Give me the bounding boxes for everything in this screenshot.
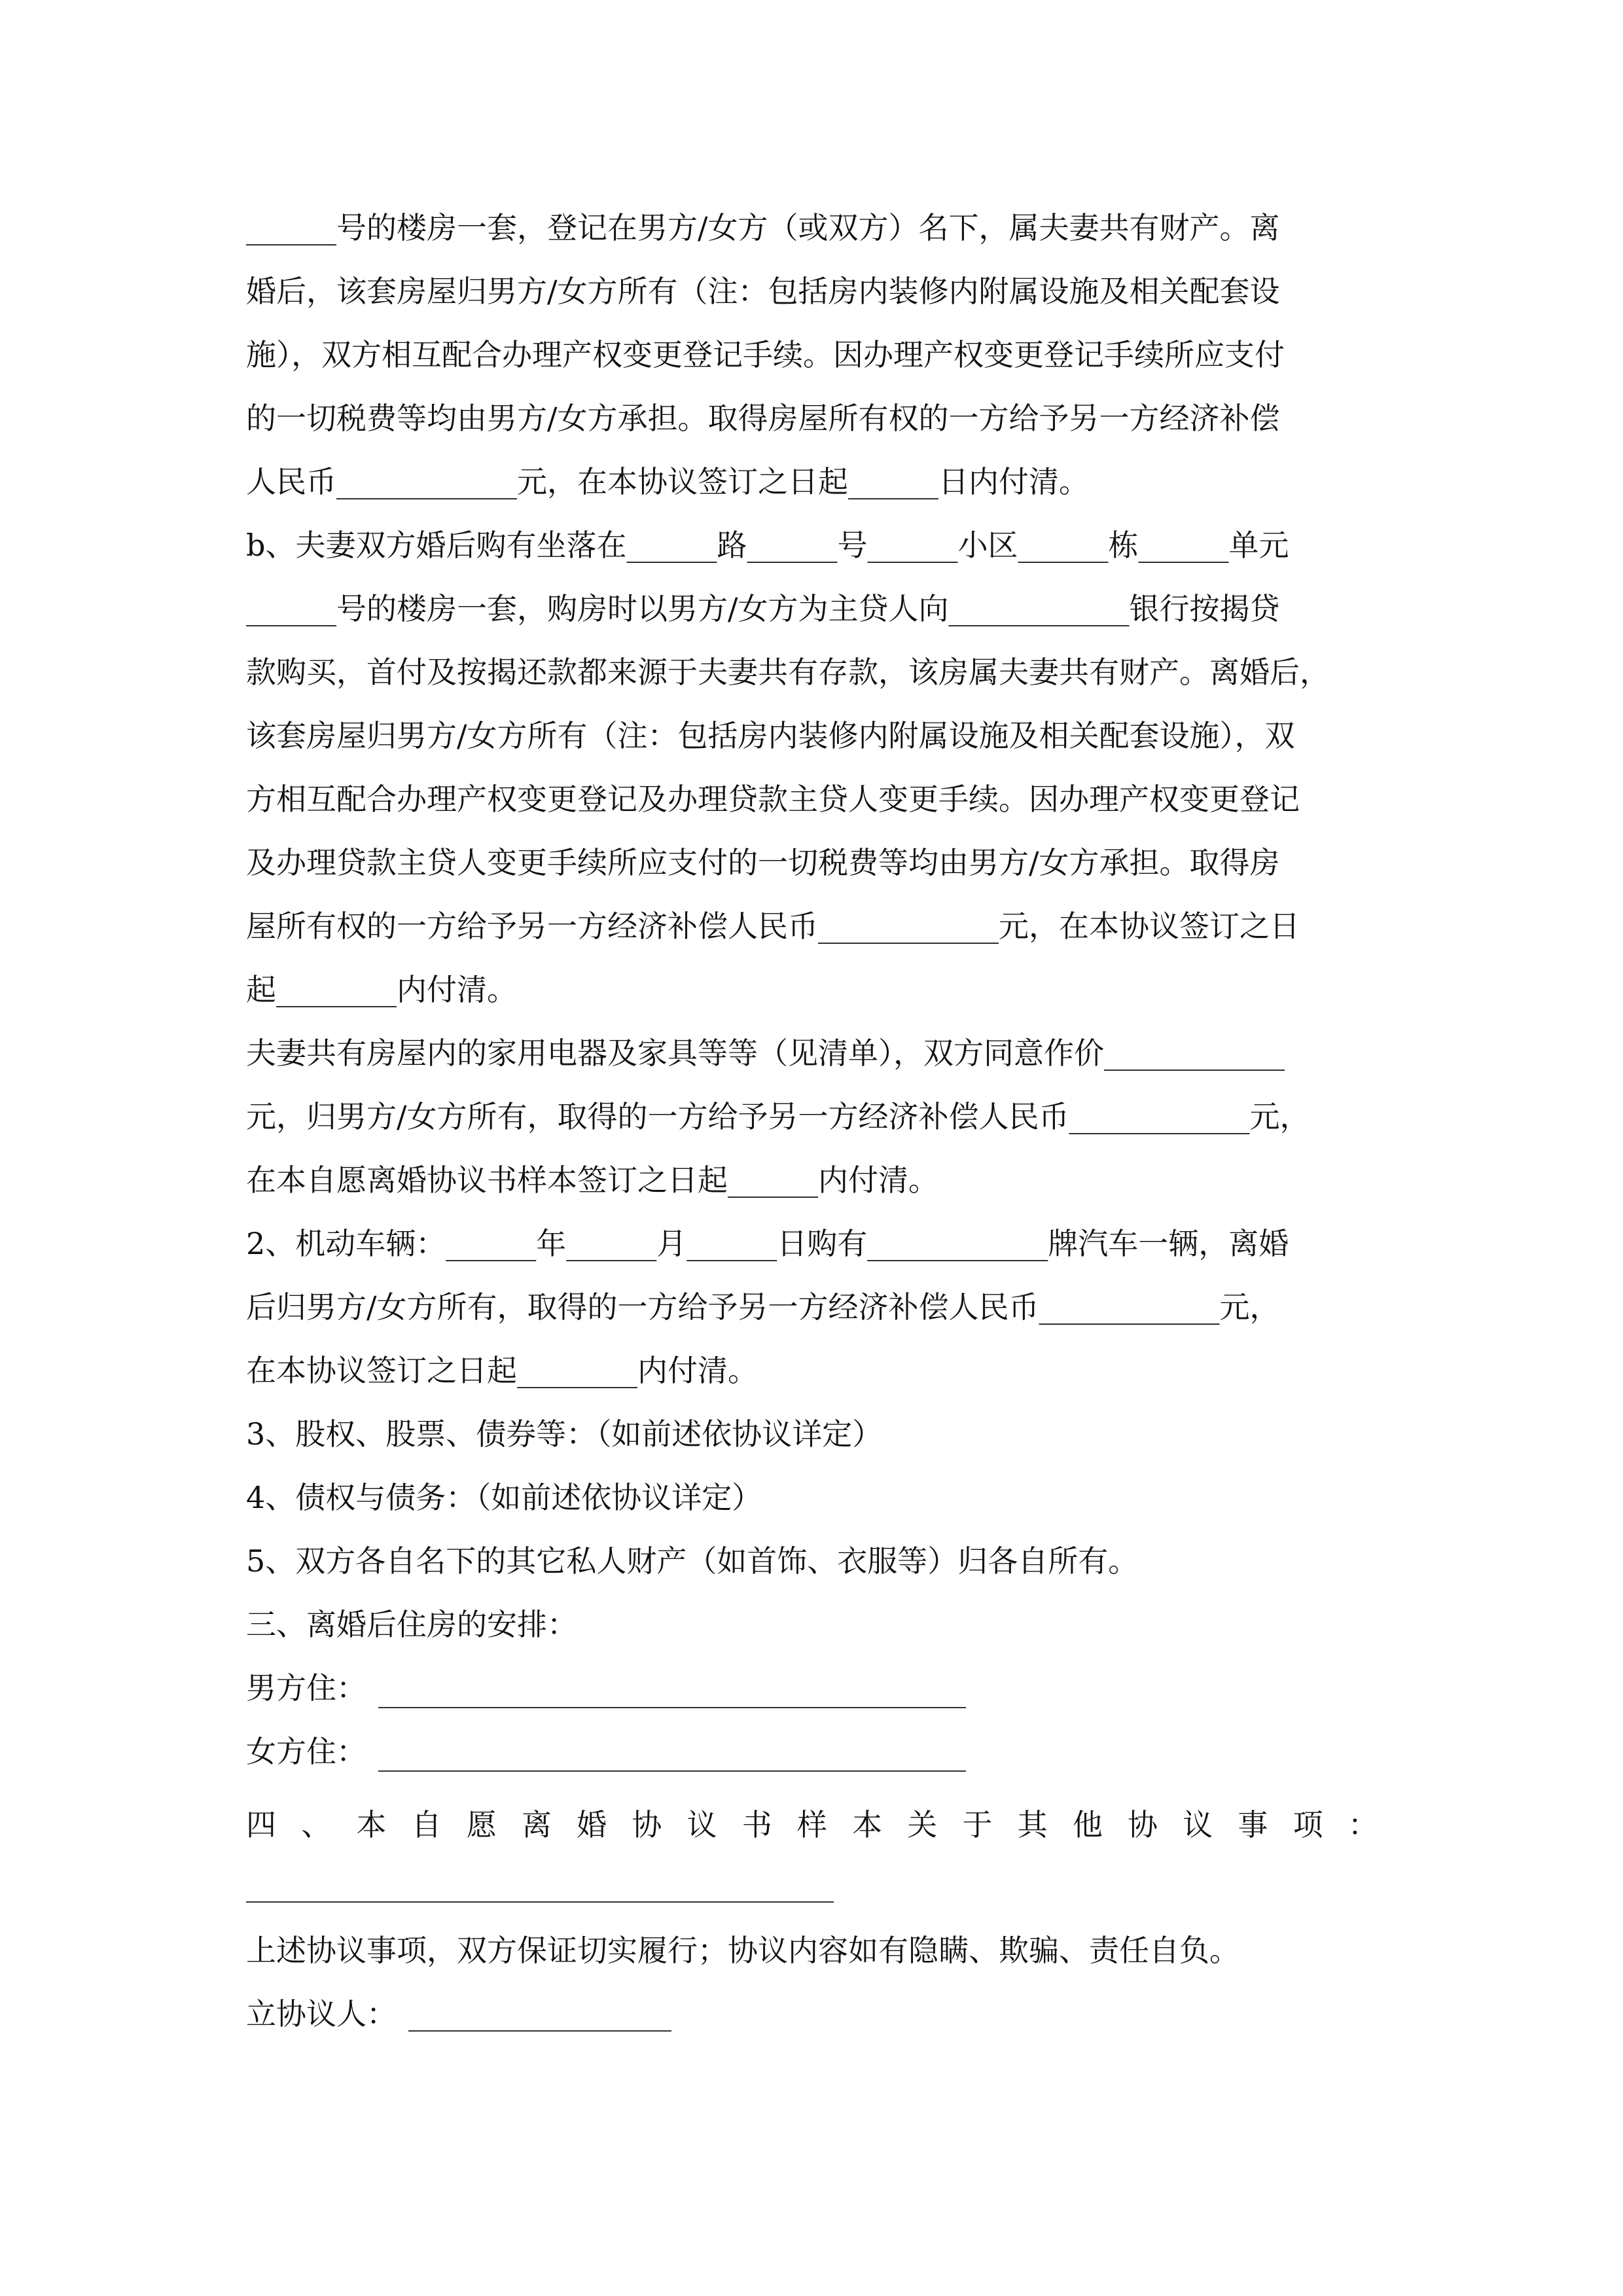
text-line: 后归男方/女方所有，取得的一方给予另一方经济补偿人民币____________元， xyxy=(246,1289,1280,1325)
text-line: 在本自愿离婚协议书样本签订之日起______内付清。 xyxy=(246,1162,938,1198)
closing-statement: 上述协议事项，双方保证切实履行；协议内容如有隐瞒、欺骗、责任自负。 xyxy=(246,1933,1240,1968)
text-line: 的一切税费等均由男方/女方承担。取得房屋所有权的一方给予另一方经济补偿 xyxy=(246,401,1280,436)
text-line: 屋所有权的一方给予另一方经济补偿人民币____________元，在本协议签订之日 xyxy=(246,908,1300,944)
text-line: 施），双方相互配合办理产权变更登记手续。因办理产权变更登记手续所应支付 xyxy=(246,337,1285,372)
text-line: 4、债权与债务：（如前述依协议详定） xyxy=(246,1480,762,1515)
text-line: 3、股权、股票、债券等：（如前述依协议详定） xyxy=(246,1416,883,1452)
female-residence-blank xyxy=(378,1770,966,1772)
text-line: b、夫妻双方婚后购有坐落在______路______号______小区______栋______单元 xyxy=(246,528,1289,563)
text-line: 方相互配合办理产权变更登记及办理贷款主贷人变更手续。因办理产权变更登记 xyxy=(246,781,1300,817)
text-line: 及办理贷款主贷人变更手续所应支付的一切税费等均由男方/女方承担。取得房 xyxy=(246,845,1280,880)
text-line: 婚后，该套房屋归男方/女方所有（注：包括房内装修内附属设施及相关配套设 xyxy=(246,274,1280,309)
text-line: 起________内付清。 xyxy=(246,972,517,1007)
text-line: 该套房屋归男方/女方所有（注：包括房内装修内附属设施及相关配套设施），双 xyxy=(246,718,1295,753)
text-line: ______号的楼房一套，登记在男方/女方（或双方）名下，属夫妻共有财产。离 xyxy=(246,210,1280,245)
section-four-heading: 四 、 本 自 愿 离 婚 协 议 书 样 本 关 于 其 他 协 议 事 项 ： xyxy=(246,1807,1378,1842)
text-line: 人民币____________元，在本协议签订之日起______日内付清。 xyxy=(246,464,1089,499)
text-line: 5、双方各自名下的其它私人财产（如首饰、衣服等）归各自所有。 xyxy=(246,1543,1139,1579)
signer-label: 立协议人： xyxy=(246,1996,397,2032)
male-residence-blank xyxy=(378,1707,966,1708)
signer-blank xyxy=(408,2030,671,2032)
text-line: 在本协议签订之日起________内付清。 xyxy=(246,1353,758,1388)
text-line: 夫妻共有房屋内的家用电器及家具等等（见清单），双方同意作价____________ xyxy=(246,1035,1285,1071)
text-line: 款购买，首付及按揭还款都来源于夫妻共有存款，该房属夫妻共有财产。离婚后， xyxy=(246,655,1330,690)
other-matters-blank xyxy=(246,1901,834,1903)
male-residence-label: 男方住： xyxy=(246,1670,366,1706)
text-line: ______号的楼房一套，购房时以男方/女方为主贷人向____________银行按揭贷 xyxy=(246,591,1280,626)
text-line: 元，归男方/女方所有，取得的一方给予另一方经济补偿人民币____________元， xyxy=(246,1099,1310,1134)
female-residence-label: 女方住： xyxy=(246,1734,366,1769)
section-heading: 三、离婚后住房的安排： xyxy=(246,1607,577,1642)
text-line: 2、机动车辆：______年______月______日购有____________牌汽车一辆，离婚 xyxy=(246,1226,1289,1261)
